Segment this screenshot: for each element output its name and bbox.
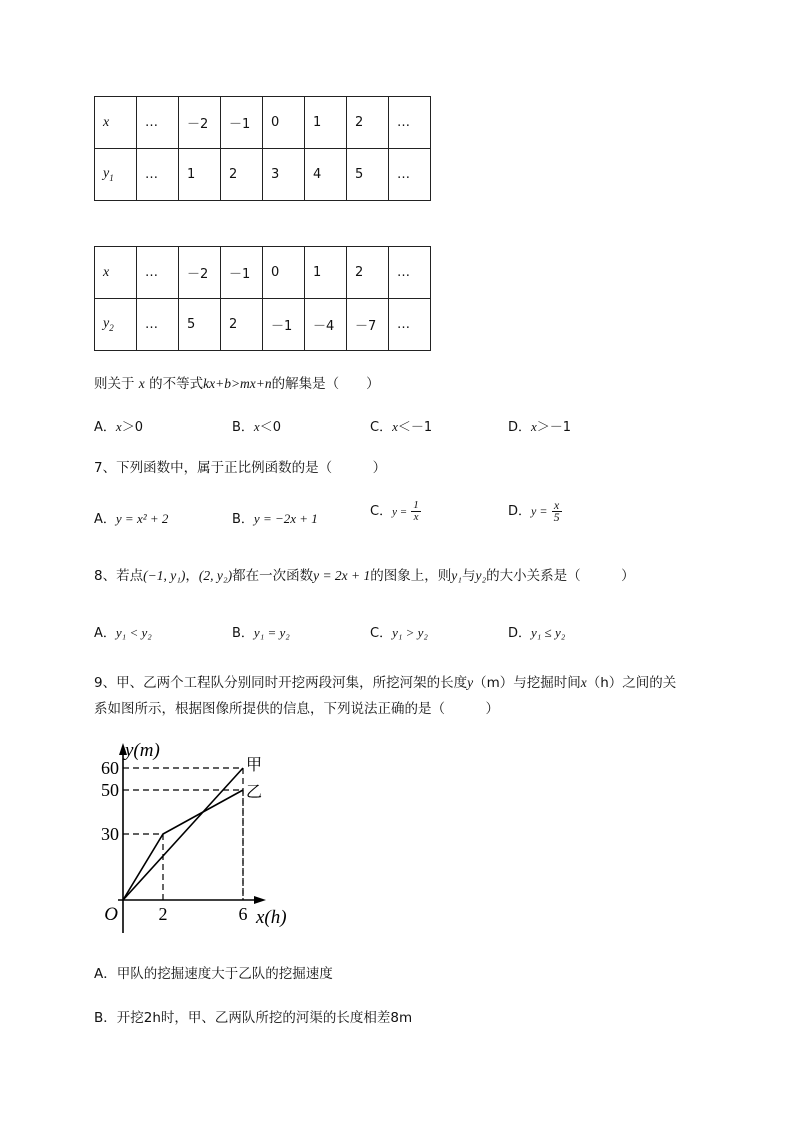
- x-axis-arrow: [254, 896, 266, 904]
- table-cell: …: [137, 299, 179, 351]
- table-cell: 1: [179, 149, 221, 201]
- table-cell: －2: [179, 247, 221, 299]
- table-cell: …: [137, 97, 179, 149]
- table-cell: 2: [347, 247, 389, 299]
- table-cell: …: [137, 247, 179, 299]
- table-cell: 0: [263, 97, 305, 149]
- question-7-stem: 7、下列函数中，属于正比例函数的是（ ）: [94, 460, 387, 476]
- table-cell: …: [389, 97, 431, 149]
- table-cell: …: [389, 247, 431, 299]
- table-cell: －1: [263, 299, 305, 351]
- option-d[interactable]: D．x＞－1: [508, 419, 572, 435]
- table-cell: 1: [305, 97, 347, 149]
- table-cell: －1: [221, 97, 263, 149]
- y-tick-label: 30: [101, 824, 119, 844]
- table-cell: －2: [179, 97, 221, 149]
- table-cell: …: [389, 299, 431, 351]
- question-6-stem: 则关于 x 的不等式kx+b>mx+n的解集是（ ）: [94, 376, 380, 392]
- x-tick-label: 6: [238, 904, 248, 924]
- table-cell-header: $y_2$: [95, 299, 137, 351]
- table-row-x: [95, 247, 431, 299]
- table-cell: －1: [221, 247, 263, 299]
- table-cell: 2: [221, 299, 263, 351]
- value-table-y1: [94, 96, 431, 201]
- table-cell-header: $y_1$: [95, 149, 137, 201]
- table-cell: 2: [221, 149, 263, 201]
- x-tick-label: 2: [158, 904, 168, 924]
- series-line-jia: [123, 768, 243, 900]
- option-d[interactable]: D．y₁ ≤ y₂: [508, 625, 566, 641]
- series-label-yi: 乙: [246, 782, 263, 801]
- table-cell: 3: [263, 149, 305, 201]
- option-a[interactable]: A．x＞0: [94, 419, 143, 435]
- option-b[interactable]: B．开挖2h时，甲、乙两队所挖的河渠的长度相差8m: [94, 1010, 413, 1026]
- x-axis-label: x(h): [256, 907, 287, 928]
- question-8-stem: 8、若点(−1, y₁)，(2, y₂)都在一次函数y = 2x + 1的图象上，则y₁与y₂的大小关系是（ ）: [94, 568, 635, 584]
- table-cell: 5: [179, 299, 221, 351]
- table-row-x: [95, 97, 431, 149]
- table-cell: …: [137, 149, 179, 201]
- table-cell: …: [389, 149, 431, 201]
- table-cell: －7: [347, 299, 389, 351]
- table-cell: x: [95, 97, 137, 149]
- option-c[interactable]: C．y = $\frac{1}{x}$: [370, 499, 419, 523]
- option-a[interactable]: A．甲队的挖掘速度大于乙队的挖掘速度: [94, 966, 333, 982]
- option-c[interactable]: C．x＜－1: [370, 419, 433, 435]
- y-tick-label: 60: [101, 758, 119, 778]
- table-cell: 1: [305, 247, 347, 299]
- option-d[interactable]: D．y = $\frac{x}{5}$: [508, 498, 560, 524]
- option-b[interactable]: B．x＜0: [232, 419, 281, 435]
- table-row-y1: [95, 149, 431, 201]
- table-cell: 2: [347, 97, 389, 149]
- option-a[interactable]: A．y₁ < y₂: [94, 625, 152, 641]
- table-cell: 4: [305, 149, 347, 201]
- origin-label: O: [104, 904, 118, 925]
- series-line-yi: [123, 790, 243, 900]
- table-cell: x: [95, 247, 137, 299]
- question-9-stem-line2: 系如图所示，根据图像所提供的信息，下列说法正确的是（ ）: [94, 701, 499, 717]
- value-table-y2: [94, 246, 431, 351]
- question-9-stem-line1: 9、甲、乙两个工程队分别同时开挖两段河集，所挖河架的长度y（m）与挖掘时间x（h）之间的关: [94, 675, 677, 691]
- option-a[interactable]: A．y = x² + 2: [94, 511, 169, 527]
- series-label-jia: 甲: [246, 755, 263, 774]
- table-cell: 0: [263, 247, 305, 299]
- distance-time-chart: [94, 735, 314, 940]
- option-c[interactable]: C．y₁ > y₂: [370, 625, 428, 641]
- option-b[interactable]: B．y₁ = y₂: [232, 625, 290, 641]
- table-cell: 5: [347, 149, 389, 201]
- y-axis-label: y(m): [125, 740, 160, 761]
- y-tick-label: 50: [101, 780, 119, 800]
- table-cell: －4: [305, 299, 347, 351]
- table-row-y2: [95, 299, 431, 351]
- option-b[interactable]: B．y = −2x + 1: [232, 511, 318, 527]
